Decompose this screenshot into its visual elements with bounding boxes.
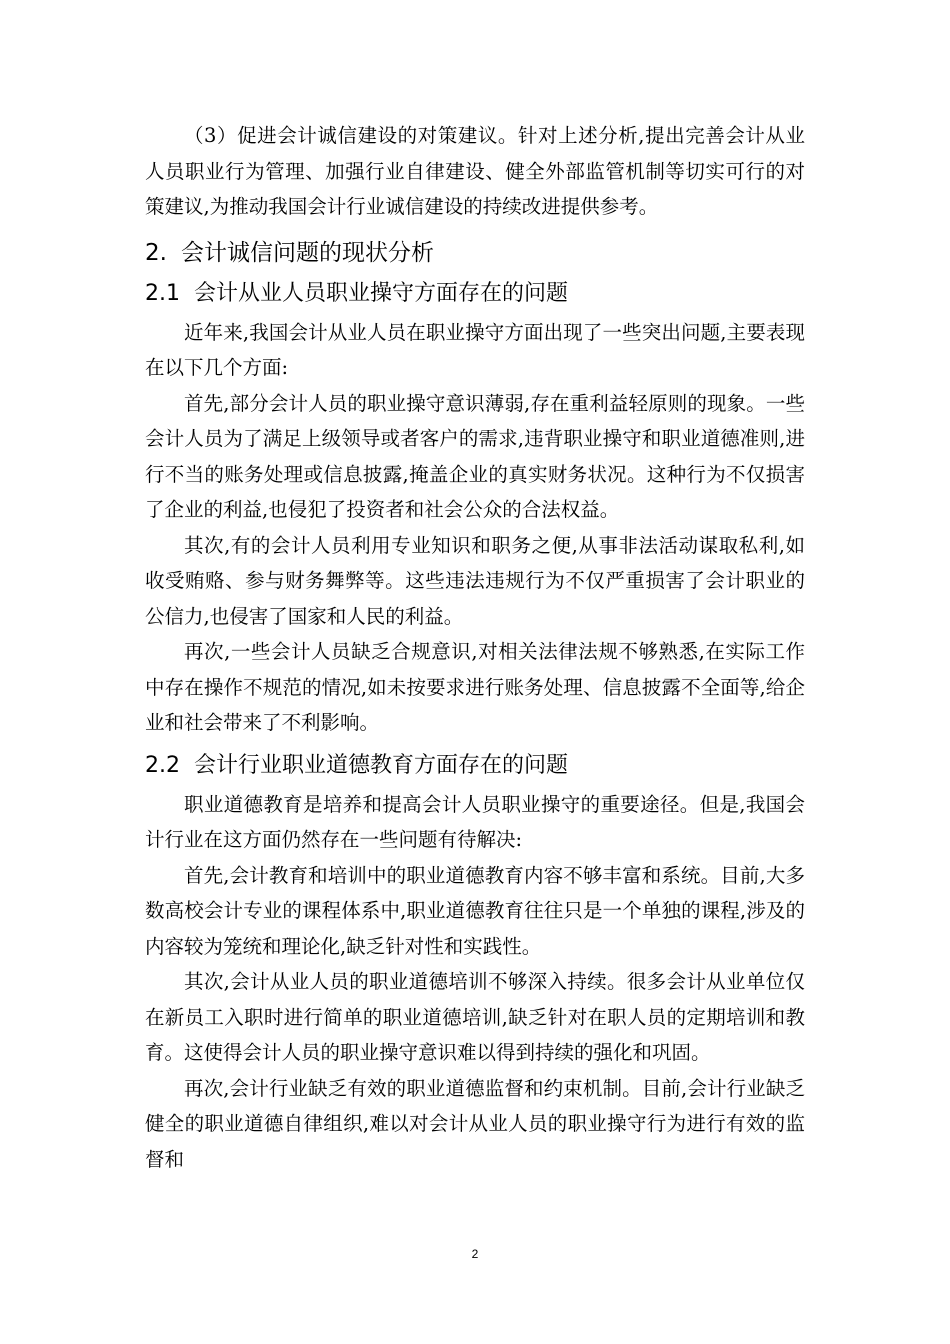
section-2-2-paragraph: 首先,会计教育和培训中的职业道德教育内容不够丰富和系统。目前,大多数高校会计专业的课程体系中,职业道德教育往往只是一个单独的课程,涉及的内容较为笼统和理论化,缺乏针对性和实践性。	[145, 863, 805, 958]
page-number: 2	[471, 1247, 479, 1261]
section-2-1-paragraph: 首先,部分会计人员的职业操守意识薄弱,存在重利益轻原则的现象。一些会计人员为了满足上级领导或者客户的需求,违背职业操守和职业道德准则,进行不当的账务处理或信息披露,掩盖企业的真实财务状况。这种行为不仅损害了企业的利益,也侵犯了投资者和社会公众的合法权益。	[145, 391, 805, 521]
intro-paragraph: （3）促进会计诚信建设的对策建议。针对上述分析,提出完善会计从业人员职业行为管理、加强行业自律建设、健全外部监管机制等切实可行的对策建议,为推动我国会计行业诚信建设的持续改进提供参考。	[145, 124, 805, 218]
section-2-1-number: 2.1	[145, 280, 180, 306]
section-2-2-title: 会计行业职业道德教育方面存在的问题	[194, 752, 569, 778]
section-2-heading	[145, 238, 805, 268]
section-2-1-paragraph: 再次,一些会计人员缺乏合规意识,对相关法律法规不够熟悉,在实际工作中存在操作不规范的情况,如未按要求进行账务处理、信息披露不全面等,给企业和社会带来了不利影响。	[145, 640, 805, 734]
section-2-2-paragraph: 再次,会计行业缺乏有效的职业道德监督和约束机制。目前,会计行业缺乏健全的职业道德自律组织,难以对会计从业人员的职业操守行为进行有效的监督和	[145, 1076, 805, 1171]
section-2-title: 会计诚信问题的现状分析	[180, 239, 434, 266]
section-2-number: 2.	[145, 239, 167, 266]
section-2-2-paragraph: 其次,会计从业人员的职业道德培训不够深入持续。很多会计从业单位仅在新员工入职时进行简单的职业道德培训,缺乏针对在职人员的定期培训和教育。这使得会计人员的职业操守意识难以得到持续的强化和巩固。	[145, 970, 805, 1064]
section-2-2-paragraph: 职业道德教育是培养和提高会计人员职业操守的重要途径。但是,我国会计行业在这方面仍然存在一些问题有待解决:	[145, 792, 805, 851]
section-2-1-heading	[145, 279, 805, 309]
page-content	[145, 118, 805, 1177]
section-2-2-heading	[145, 751, 805, 781]
section-2-2-number: 2.2	[145, 752, 180, 778]
section-2-1-paragraph: 其次,有的会计人员利用专业知识和职务之便,从事非法活动谋取私利,如收受贿赂、参与财务舞弊等。这些违法违规行为不仅严重损害了会计职业的公信力,也侵害了国家和人民的利益。	[145, 533, 805, 628]
section-2-1-title: 会计从业人员职业操守方面存在的问题	[194, 280, 569, 306]
section-2-1-paragraph: 近年来,我国会计从业人员在职业操守方面出现了一些突出问题,主要表现在以下几个方面:	[145, 320, 805, 379]
